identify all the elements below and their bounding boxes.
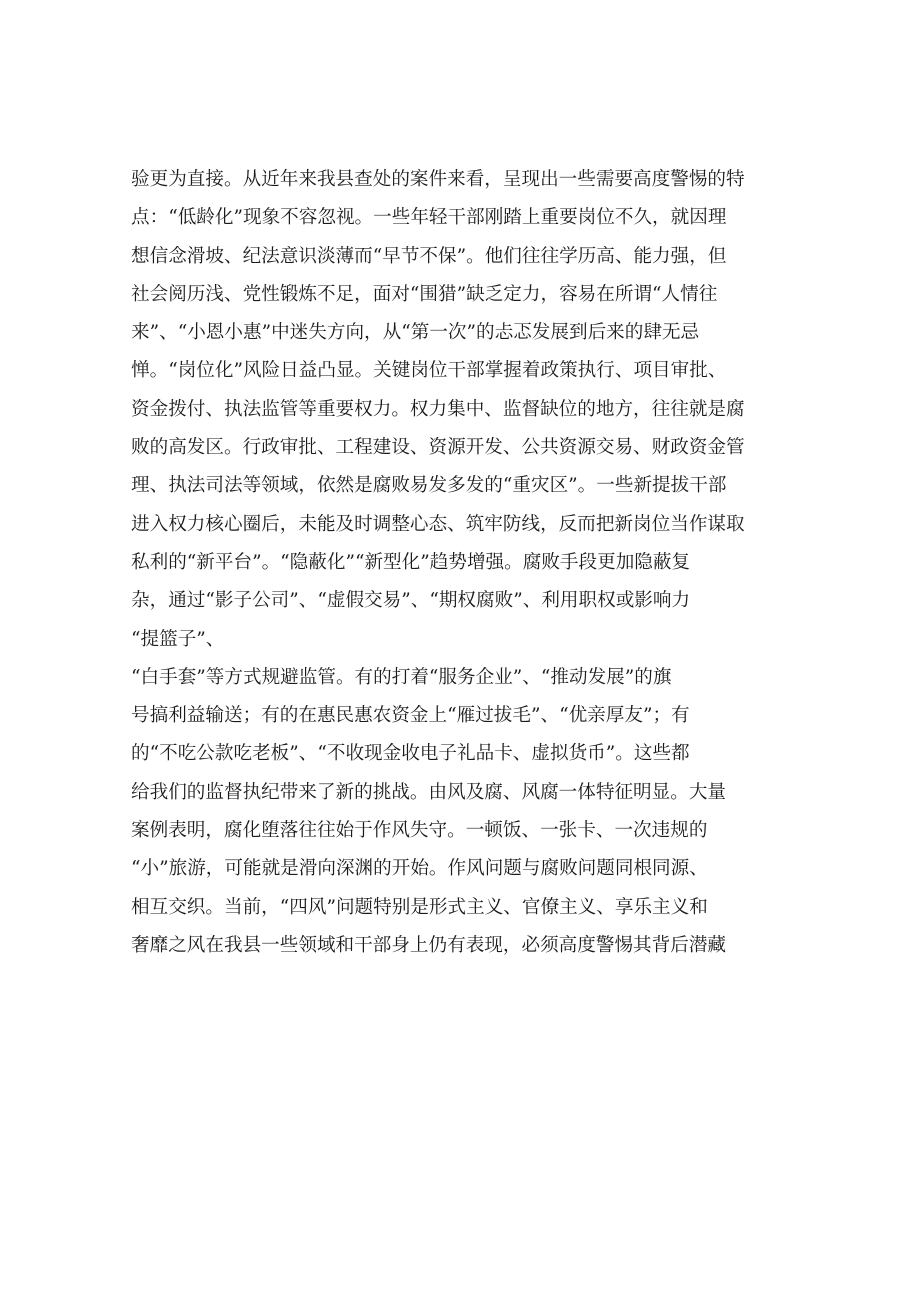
text-line: 私利的“新平台”。“隐蔽化”“新型化”趋势增强。腐败手段更加隐蔽复 (131, 551, 691, 573)
text-line: 杂，通过“影子公司”、“虚假交易”、“期权腐败”、利用职权或影响力 (131, 590, 691, 612)
text-line: 进入权力核心圈后，未能及时调整心态、筑牢防线，反而把新岗位当作谋取 (131, 513, 745, 535)
text-line: 资金拨付、执法监管等重要权力。权力集中、监督缺位的地方，往往就是腐 (131, 398, 745, 420)
text-line: 奢靡之风在我县一些领域和干部身上仍有表现，必须高度警惕其背后潜藏 (131, 934, 727, 956)
text-line: 来”、“小恩小惠”中迷失方向，从“第一次”的忐忑发展到后来的肆无忌 (131, 322, 700, 344)
text-line: 社会阅历浅、党性锻炼不足，面对“围猎”缺乏定力，容易在所谓“人情往 (131, 283, 718, 305)
text-line: 败的高发区。行政审批、工程建设、资源开发、公共资源交易、财政资金管 (131, 437, 745, 459)
text-line: 案例表明，腐化堕落往往始于作风失守。一顿饭、一张卡、一次违规的 (131, 820, 708, 842)
text-line: 惮。“岗位化”风险日益凸显。关键岗位干部掌握着政策执行、项目审批、 (131, 360, 727, 382)
text-line: 的“不吃公款吃老板”、“不收现金收电子礼品卡、虚拟货币”。这些都 (131, 743, 690, 765)
text-line: 理、执法司法等领域，依然是腐败易发多发的“重灾区”。一些新提拔干部 (131, 475, 727, 497)
body-text (131, 161, 791, 965)
text-line: 相互交织。当前，“四风”问题特别是形式主义、官僚主义、享乐主义和 (131, 896, 708, 918)
text-line: “白手套”等方式规避监管。有的打着“服务企业”、“推动发展”的旗 (131, 666, 672, 688)
text-line: 验更为直接。从近年来我县查处的案件来看，呈现出一些需要高度警惕的特 (131, 169, 745, 190)
text-line: “提篮子”、 (131, 628, 225, 650)
text-line: 想信念滑坡、纪法意识淡薄而“早节不保”。他们往往学历高、能力强，但 (131, 245, 727, 267)
text-line: “小”旅游，可能就是滑向深渊的开始。作风问题与腐败问题同根同源、 (131, 858, 708, 880)
text-line: 点：“低龄化”现象不容忽视。一些年轻干部刚踏上重要岗位不久，就因理 (131, 207, 727, 229)
text-line: 号搞利益输送；有的在惠民惠农资金上“雁过拔毛”、“优亲厚友”；有 (131, 705, 690, 727)
text-line: 给我们的监督执纪带来了新的挑战。由风及腐、风腐一体特征明显。大量 (131, 781, 727, 803)
